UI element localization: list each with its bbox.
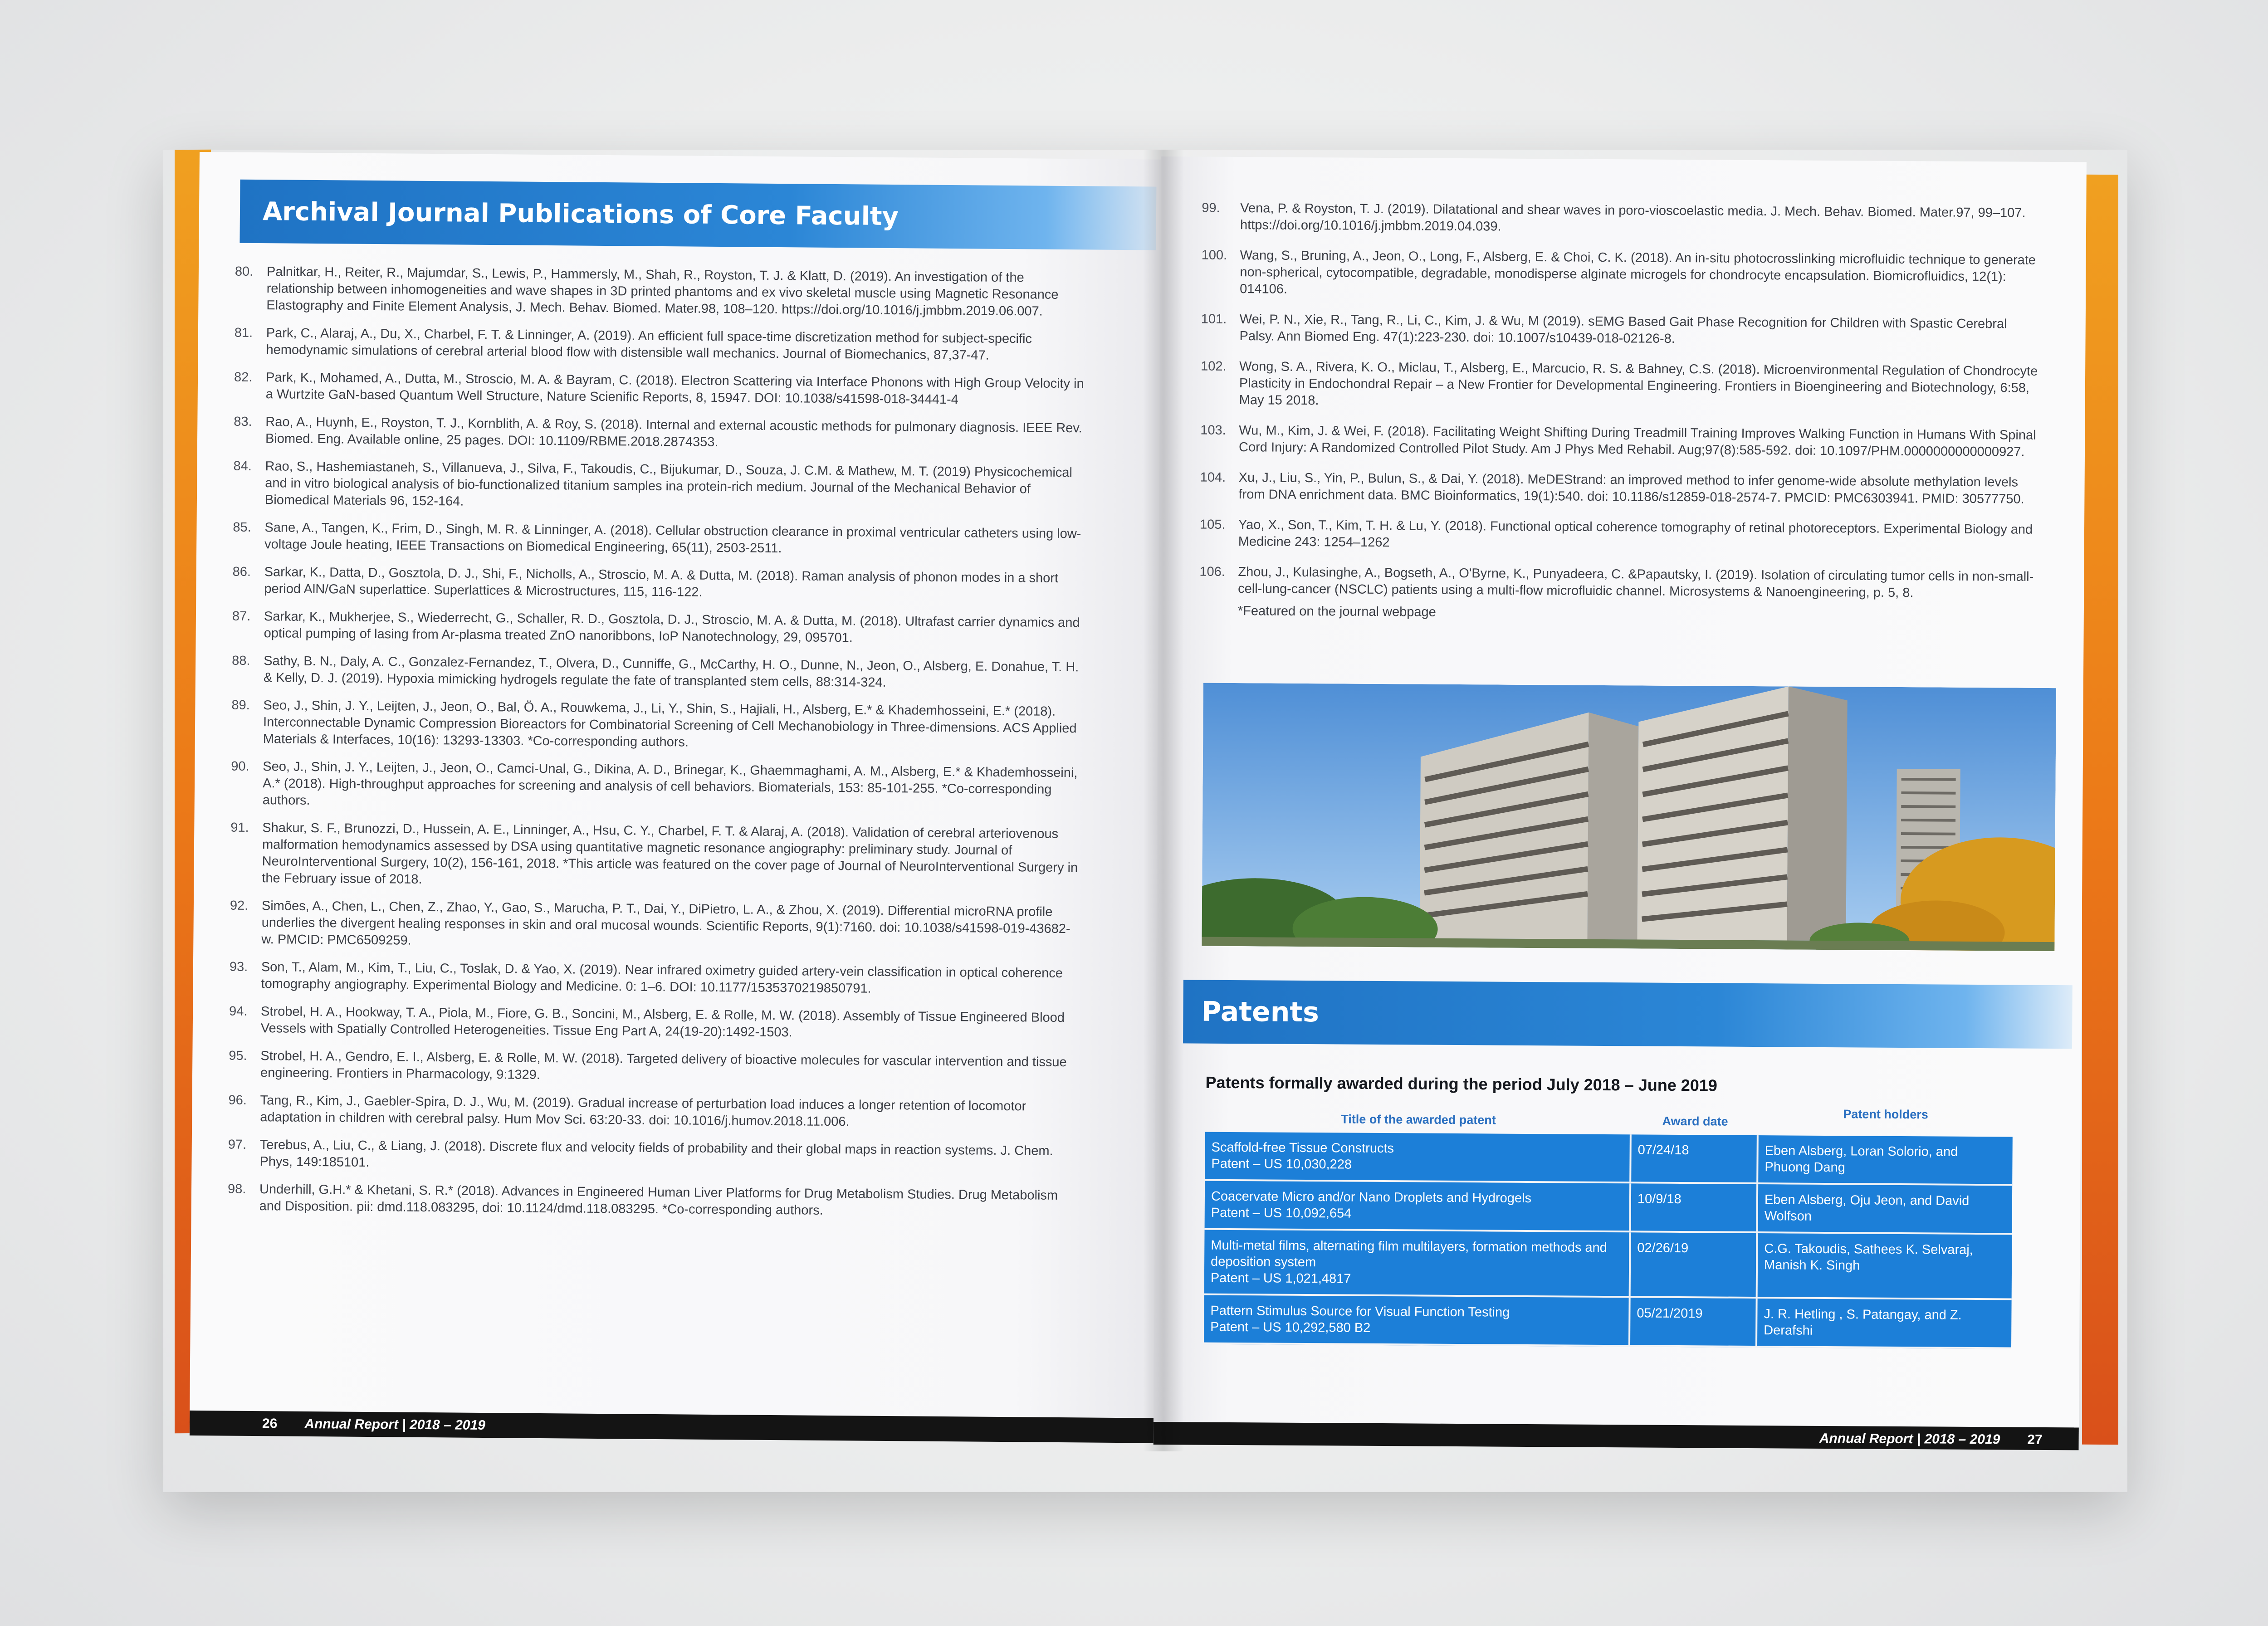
header-award-date: Award date [1662, 1114, 1728, 1128]
reference-101 [1201, 311, 2040, 350]
reference-text: Tang, R., Kim, J., Gaebler-Spira, D. J., Wu, M. (2019). Gradual increase of perturbation load induces a longer retention of locomotor adaptation in children with cerebral palsy. Hum Mov Sci. 63:20-33. doi: 10.1016/j.humov.2018.11.006. [260, 1093, 1026, 1129]
featured-note: *Featured on the journal webpage [1237, 604, 1436, 620]
patent-holders: Eben Alsberg, Loran Solorio, and Phuong Dang [1765, 1143, 1958, 1175]
reference-text: Sarkar, K., Mukherjee, S., Wiederrecht, G., Schaller, R. D., Gosztola, D. J., Stroscio, M. A. & Dutta, M. (2018). Ultrafast carrier dynamics and optical pumping of lasing from Ar-plasma treated ZnO nanoribbons, IoP Nanotechnology, 29, 095701. [264, 609, 1080, 645]
reference-98 [228, 1181, 1081, 1221]
table-header [1205, 1105, 2013, 1137]
header-title: Title of the awarded patent [1341, 1112, 1496, 1127]
reference-number: 94. [229, 1004, 248, 1019]
right-cover-edge [2082, 175, 2118, 1445]
patent-date: 10/9/18 [1631, 1183, 1759, 1231]
reference-number: 81. [234, 325, 253, 340]
reference-105 [1200, 517, 2039, 555]
page-number: 27 [2027, 1432, 2043, 1447]
reference-87 [232, 608, 1085, 649]
reference-text: Sarkar, K., Datta, D., Gosztola, D. J., Shi, F., Nicholls, A., Stroscio, M. A. & Dutta, M. (2018). Raman analysis of phonon modes in a short period AlN/GaN superlattice. Superlattices & Microstructures, 115, 116-122. [264, 565, 1059, 600]
reference-number: 82. [234, 370, 253, 385]
reference-number: 89. [231, 698, 250, 713]
reference-94 [229, 1003, 1082, 1044]
reference-number: 92. [230, 898, 249, 913]
reference-82 [234, 369, 1087, 410]
reference-96 [228, 1092, 1081, 1133]
reference-80 [235, 264, 1088, 321]
patent-date: 02/26/19 [1631, 1232, 1758, 1297]
publications-title: Archival Journal Publications of Core Faculty [240, 180, 1156, 250]
reference-number: 95. [229, 1048, 247, 1063]
reference-number: 100. [1201, 248, 1227, 263]
reference-91 [230, 820, 1083, 894]
spine-gutter [1143, 150, 1184, 1451]
reference-text: Rao, A., Huynh, E., Royston, T. J., Kornblith, A. & Roy, S. (2018). Internal and external acoustic methods for pulmonary diagnosis. IEEE Rev. Biomed. Eng. Available online, 25 pages. DOI: 10.1109/RBME.2018.2874353. [265, 415, 1082, 450]
reference-number: 83. [234, 414, 252, 429]
reference-number: 80. [235, 264, 254, 279]
reference-text: Wang, S., Bruning, A., Jeon, O., Long, F., Alsberg, E. & Choi, C. K. (2018). An in-situ photocrosslinking microfluidic technique to generate non-spherical, cytocompatible, degradable, monodisperse alginate microgels for chondrocyte encapsulation. Biomicrofluidics, 12(1): 014106. [1240, 248, 2036, 297]
right-page [1154, 156, 2087, 1450]
reference-text: Underhill, G.H.* & Khetani, S. R.* (2018). Advances in Engineered Human Liver Platforms for Drug Metabolism Studies. Drug Metabolism and Disposition. pii: dmd.118.083295, doi: 10.1124/dmd.118.083295. *Co-corresponding authors. [259, 1182, 1058, 1218]
reference-83 [234, 414, 1087, 454]
reference-number: 106. [1199, 564, 1225, 579]
reference-text: Palnitkar, H., Reiter, R., Majumdar, S., Lewis, P., Hammersly, M., Shah, R., Royston, T. J. & Klatt, D. (2019). An investigation of the relationship between inhomogeneities and wave shapes in 3D printed phantoms and ex vivo skeletal muscle using Magnetic Resonance Elastography and Finite Element Analysis, J. Mech. Behav. Biomed. Mater.98, 108–120. https://doi.org/10.1016/j.jmbbm.2019.06.007. [266, 264, 1059, 319]
reference-88 [232, 653, 1085, 693]
reference-text: Sane, A., Tangen, K., Frim, D., Singh, M. R. & Linninger, A. (2018). Cellular obstruction clearance in proximal ventricular catheters using low-voltage Joule heating, IEEE Transactions on Biomedical Engineering, 65(11), 2503-2511. [264, 520, 1081, 556]
patent-date: 05/21/2019 [1630, 1298, 1758, 1346]
patent-holders: Eben Alsberg, Oju Jeon, and David Wolfson [1764, 1192, 1970, 1224]
patents-subtitle: Patents formally awarded during the period July 2018 – June 2019 [1205, 1073, 1718, 1095]
right-reference-list [1199, 200, 2041, 625]
footer-label: Annual Report | 2018 – 2019 [304, 1416, 486, 1433]
reference-number: 88. [232, 653, 250, 668]
reference-95 [229, 1048, 1082, 1088]
patents-title: Patents [1183, 980, 2072, 1049]
reference-103 [1200, 422, 2039, 461]
reference-104 [1200, 469, 2039, 508]
table-row [1205, 1132, 2013, 1186]
reference-text: Zhou, J., Kulasinghe, A., Bogseth, A., O'Byrne, K., Punyadeera, C. &Papautsky, I. (2019). Isolation of circulating tumor cells in non-small-cell-lung-cancer (NSCLC) patients using a multi-flow microfluidic channel. Microsystems & Nanoengineering, p. 5, 8. [1238, 565, 2034, 601]
reference-text: Terebus, A., Liu, C., & Liang, J. (2018). Discrete flux and velocity fields of probability and their global maps in reaction systems. J. Chem. Phys, 149:185101. [259, 1138, 1053, 1170]
patent-date: 07/24/18 [1631, 1134, 1759, 1182]
reference-number: 90. [231, 759, 249, 774]
reference-text: Park, K., Mohamed, A., Dutta, M., Stroscio, M. A. & Bayram, C. (2018). Electron Scattering via Interface Phonons with High Group Velocity in a Wurtzite GaN-based Quantum Well Structure, Nature Scienific Reports, 8, 15947. DOI: 10.1038/s41598-018-34441-4 [265, 370, 1084, 407]
patent-holders: C.G. Takoudis, Sathees K. Selvaraj, Manish K. Singh [1764, 1241, 1973, 1273]
building-image [1202, 683, 2056, 951]
reference-text: Sathy, B. N., Daly, A. C., Gonzalez-Fernandez, T., Olvera, D., Cunniffe, G., McCarthy, H. O., Dunne, N., Jeon, O., Alsberg, E. Donahue, T. H. & Kelly, D. J. (2019). Hypoxia mimicking hydrogels regulate the fate of transplanted stem cells, 88:314-324. [263, 654, 1079, 690]
patents-table [1204, 1105, 2013, 1349]
table-row [1204, 1295, 2012, 1349]
reference-90 [231, 758, 1084, 815]
reference-number: 87. [232, 609, 251, 624]
reference-89 [231, 697, 1085, 754]
patent-title: Scaffold-free Tissue Constructs Patent – US 10,030,228 [1205, 1132, 1632, 1182]
reference-text: Vena, P. & Royston, T. J. (2019). Dilatational and shear waves in poro-vioscoelastic media. J. Mech. Behav. Biomed. Mater.97, 99–107. https://doi.org/10.1016/j.jmbbm.2019.04.039. [1240, 201, 2026, 234]
reference-text: Xu, J., Liu, S., Yin, P., Bulun, S., & Dai, Y. (2018). MeDEStrand: an improved method to infer genome-wide absolute methylation levels from DNA enrichment data. BMC Bioinformatics, 19(1):540. doi: 10.1186/s12859-018-2574-7. PMCID: PMC6303941. PMID: 30577750. [1238, 470, 2024, 507]
reference-text: Shakur, S. F., Brunozzi, D., Hussein, A. E., Linninger, A., Hsu, C. Y., Charbel, F. T. & Alaraj, A. (2018). Validation of cerebral arteriovenous malformation hemodynamics assessed by DSA using quantitative magnetic resonance angiography: preliminary study. Journal of NeuroInterventional Surgery, 10(2), 156-161, 2018. *This article was featured on the cover page of Journal of NeuroInterventional Surgery in the February issue of 2018. [262, 820, 1078, 887]
reference-106 [1199, 564, 2038, 602]
page-number: 26 [262, 1416, 278, 1431]
reference-97 [228, 1137, 1081, 1177]
reference-text: Wu, M., Kim, J. & Wei, F. (2018). Facilitating Weight Shifting During Treadmill Training Improves Walking Function in Humans With Spinal Cord Injury: A Randomized Controlled Pilot Study. Am J Phys Med Rehabil. Aug;97(8):585-592. doi: 10.1097/PHM.0000000000000927. [1238, 423, 2036, 459]
reference-number: 93. [229, 959, 248, 974]
reference-102 [1201, 358, 2040, 414]
reference-text: Wong, S. A., Rivera, K. O., Miclau, T., Alsberg, E., Marcucio, R. S. & Bahney, C.S. (2018). Microenvironmental Regulation of Chondrocyte Plasticity in Endochondral Repair – a New Frontier for Developmental Engineering. Frontiers in Bioengineering and Biotechnology, 6:58, May 15 2018. [1239, 359, 2038, 408]
reference-text: Rao, S., Hashemiastaneh, S., Villanueva, J., Silva, F., Takoudis, C., Bijukumar, D., Souza, J. C.M. & Mathew, M. T. (2019) Physicochemical and in vitro biological analysis of bio-functionalized titanium samples ina protein-rich medium. Journal of the Mechanical Behavior of Biomedical Materials 96, 152-164. [264, 459, 1073, 509]
reference-84 [233, 458, 1086, 515]
reference-92 [230, 898, 1083, 955]
reference-number: 99. [1202, 200, 1220, 215]
reference-number: 97. [228, 1137, 247, 1152]
footer-label: Annual Report | 2018 – 2019 [1819, 1431, 2000, 1447]
reference-text: Park, C., Alaraj, A., Du, X., Charbel, F. T. & Linninger, A. (2019). An efficient full space-time discretization method for subject-specific hemodynamic simulations of cerebral arterial blood flow with distensible wall mechanics. Journal of Biomechanics, 87,37-47. [266, 326, 1032, 363]
reference-number: 96. [228, 1093, 247, 1108]
reference-text: Seo, J., Shin, J. Y., Leijten, J., Jeon, O., Camci-Unal, G., Dikina, A. D., Brinegar, K., Ghaemmaghami, A. M., Alsberg, E.* & Khademhosseini, A.* (2018). High-throughput approaches for screening and analysis of cell behaviors. Biomaterials, 153: 85-101-255. *Co-corresponding authors. [262, 759, 1078, 808]
reference-text: Simões, A., Chen, L., Chen, Z., Zhao, Y., Gao, S., Marucha, P. T., Dai, Y., DiPietro, L. A., & Zhou, X. (2019). Differential microRNA profile underlies the divergent healing responses in skin and oral mucosal wounds. Scientific Reports, 9(1):7160. doi: 10.1038/s41598-019-43682-w. PMCID: PMC6509259. [261, 898, 1070, 948]
reference-86 [232, 564, 1085, 604]
reference-text: Wei, P. N., Xie, R., Tang, R., Li, C., Kim, J. & Wu, M (2019). sEMG Based Gait Phase Recognition for Children with Spastic Cerebral Palsy. Ann Biomed Eng. 47(1):223-230. doi: 10.1007/s10439-018-02126-8. [1239, 312, 2007, 346]
reference-100 [1201, 247, 2041, 303]
reference-text: Seo, J., Shin, J. Y., Leijten, J., Jeon, O., Bal, Ö. A., Rouwkema, J., Li, Y., Shin, S., Hajiali, H., Alsberg, E.* & Khademhosseini, E.* (2018). Interconnectable Dynamic Compression Bioreactors for Combinatorial Screening of Cell Mechanobiology in Three-dimensions. ACS Applied Materials & Interfaces, 10(16): 13293-13303. *Co-corresponding authors. [263, 698, 1077, 750]
reference-number: 86. [232, 564, 251, 579]
reference-93 [229, 959, 1082, 999]
reference-text: Strobel, H. A., Hookway, T. A., Piola, M., Fiore, G. B., Soncini, M., Alsberg, E. & Rolle, M. W. (2018). Assembly of Tissue Engineered Blood Vessels with Spatially Controlled Heterogeneities. Tissue Eng Part A, 24(19-20):1492-1503. [260, 1004, 1065, 1040]
reference-number: 101. [1201, 312, 1227, 327]
reference-text: Son, T., Alam, M., Kim, T., Liu, C., Toslak, D. & Yao, X. (2019). Near infrared oximetry guided artery-vein classification in optical coherence tomography angiography. Experimental Biology and Medicine. 0: 1–6. DOI: 10.1177/1535370219850791. [261, 960, 1063, 996]
reference-number: 104. [1200, 470, 1226, 485]
campus-building-photo [1202, 683, 2056, 951]
reference-number: 103. [1200, 423, 1226, 438]
left-reference-list [227, 264, 1088, 1232]
reference-number: 84. [233, 459, 252, 474]
reference-number: 85. [233, 520, 251, 535]
table-row [1205, 1181, 2013, 1235]
reference-number: 91. [230, 820, 249, 835]
patent-title: Multi-metal films, alternating film multilayers, formation methods and deposition system Patent – US 1,021,4817 [1204, 1230, 1631, 1296]
header-holders: Patent holders [1843, 1107, 1928, 1121]
patent-title: Coacervate Micro and/or Nano Droplets and Hydrogels Patent – US 10,092,654 [1205, 1181, 1632, 1231]
left-page [190, 152, 1170, 1443]
reference-number: 102. [1201, 359, 1227, 374]
patent-holders: J. R. Hetling , S. Patangay, and Z. Derafshi [1764, 1307, 1962, 1338]
reference-number: 105. [1199, 517, 1226, 532]
reference-85 [233, 519, 1086, 560]
reference-text: Strobel, H. A., Gendro, E. I., Alsberg, E. & Rolle, M. W. (2018). Targeted delivery of bioactive molecules for vascular intervention and tissue engineering. Frontiers in Pharmacology, 9:1329. [260, 1049, 1067, 1082]
reference-number: 98. [227, 1182, 246, 1196]
patent-title: Pattern Stimulus Source for Visual Function Testing Patent – US 10,292,580 B2 [1204, 1295, 1631, 1345]
reference-text: Yao, X., Son, T., Kim, T. H. & Lu, Y. (2018). Functional optical coherence tomography of retinal photoreceptors. Experimental Biology and Medicine 243: 1254–1262 [1238, 518, 2033, 550]
reference-99 [1202, 200, 2041, 239]
reference-81 [234, 325, 1087, 365]
table-row [1204, 1230, 2012, 1300]
